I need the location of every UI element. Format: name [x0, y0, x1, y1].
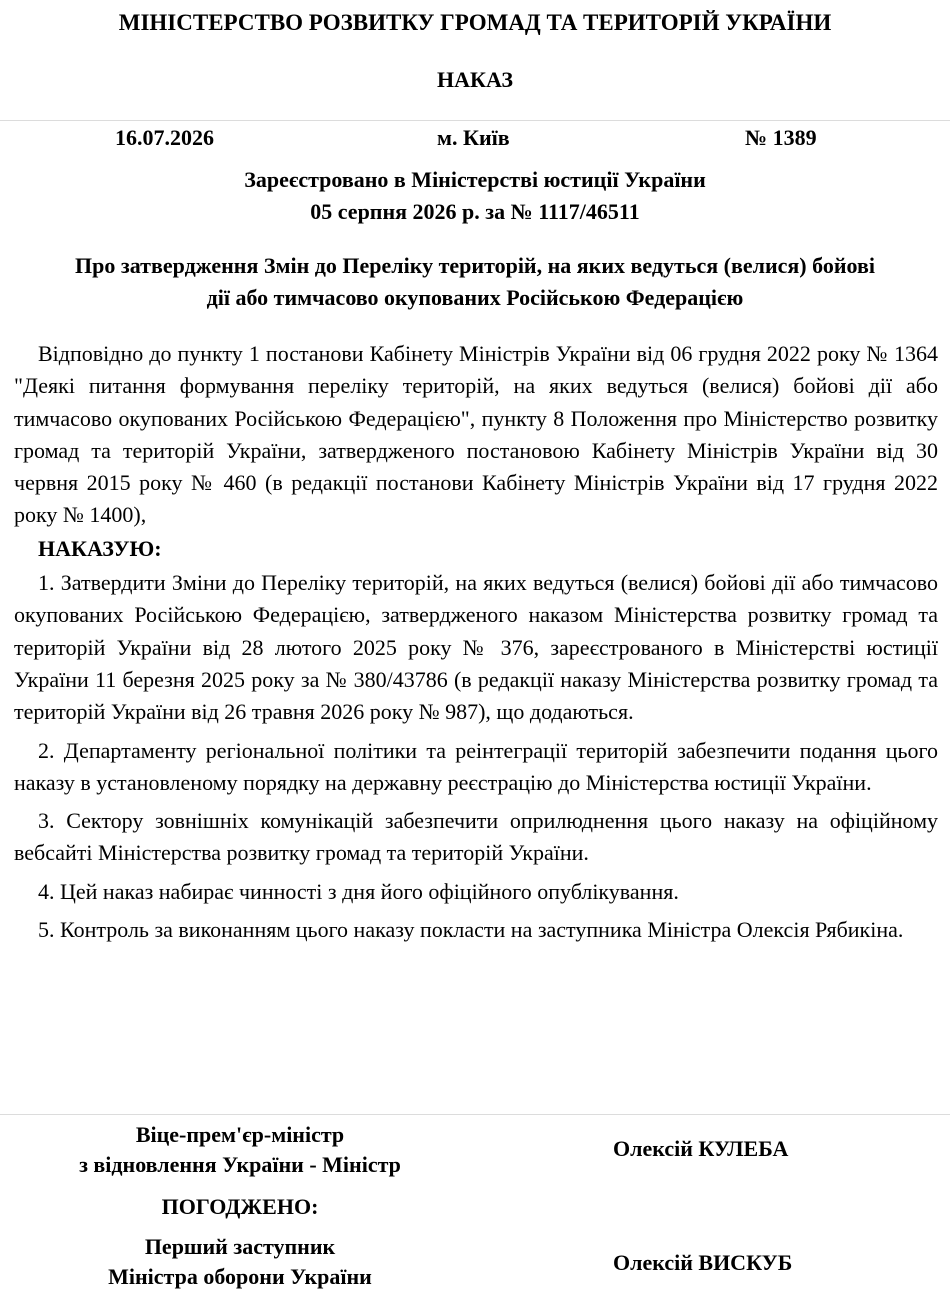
registration-line-2: 05 серпня 2026 р. за № 1117/46511: [310, 199, 640, 224]
signer-2-name: Олексій ВИСКУБ: [613, 1250, 793, 1275]
document-type: НАКАЗ: [437, 67, 513, 92]
ministry-name: МІНІСТЕРСТВО РОЗВИТКУ ГРОМАД ТА ТЕРИТОРІЙ УКРАЇНИ: [118, 10, 832, 35]
decree-heading: НАКАЗУЮ:: [38, 535, 162, 561]
order-city: м. Київ: [437, 125, 510, 150]
subject-line-1: Про затвердження Змін до Переліку територій, на яких ведуться (велися) бойові: [75, 253, 875, 278]
signer-1-name: Олексій КУЛЕБА: [613, 1136, 789, 1161]
order-item-2: 2. Департаменту регіональної політики та реінтеграції територій забезпечити подання цього наказу в установленому порядку на державну реєстрацію до Міністерства юстиції України.: [14, 737, 938, 795]
order-item-4: 4. Цей наказ набирає чинності з дня його офіційного опублікування.: [38, 878, 679, 904]
registration-line-1: Зареєстровано в Міністерстві юстиції України: [244, 167, 706, 192]
signer-2-title: [40, 1232, 440, 1292]
header-divider: [0, 120, 950, 121]
signer-1-title-line-2: з відновлення України - Міністр: [79, 1152, 401, 1177]
preamble-paragraph: Відповідно до пункту 1 постанови Кабінету Міністрів України від 06 грудня 2022 року № 1364 "Деякі питання формування переліку територій, на яких ведуться (велися) бойові дії або тимчасово окупованих Російською Федерацією", пункту 8 Положення про Міністерство розвитку громад та територій України, затвердженого постановою Кабінету Міністрів України від 30 червня 2015 року № 460 (в редакції постанови Кабінету Міністрів України від 17 грудня 2022 року № 1400),: [14, 341, 938, 528]
registration-note: [0, 164, 950, 228]
signer-1-title-line-1: Віце-прем'єр-міністр: [135, 1122, 345, 1147]
order-date: 16.07.2026: [115, 125, 214, 150]
signer-2-title-line-2: Міністра оборони України: [108, 1264, 372, 1289]
order-number: № 1389: [745, 125, 817, 150]
signature-divider: [0, 1114, 950, 1115]
order-body: [14, 338, 938, 952]
signer-1-title: [40, 1120, 440, 1180]
order-item-1: 1. Затвердити Зміни до Переліку територій, на яких ведуться (велися) бойові дії або тимчасово окупованих Російською Федерацією, затвердженого наказом Міністерства розвитку громад та територій України від 28 лютого 2025 року № 376, зареєстрованого в Міністерстві юстиції України 11 березня 2025 року за № 380/43786 (в редакції наказу Міністерства розвитку громад та територій України від 26 травня 2026 року № 987), що додаються.: [14, 570, 938, 725]
order-item-3: 3. Сектору зовнішніх комунікацій забезпечити оприлюднення цього наказу на офіційному вебсайті Міністерства розвитку громад та територій України.: [14, 808, 938, 866]
approved-label: ПОГОДЖЕНО:: [161, 1194, 319, 1219]
order-subject: [14, 250, 936, 314]
subject-line-2: дії або тимчасово окупованих Російською Федерацією: [206, 285, 744, 310]
order-item-5: 5. Контроль за виконанням цього наказу покласти на заступника Міністра Олексія Рябикіна.: [38, 917, 904, 943]
signer-2-title-line-1: Перший заступник: [144, 1234, 336, 1259]
